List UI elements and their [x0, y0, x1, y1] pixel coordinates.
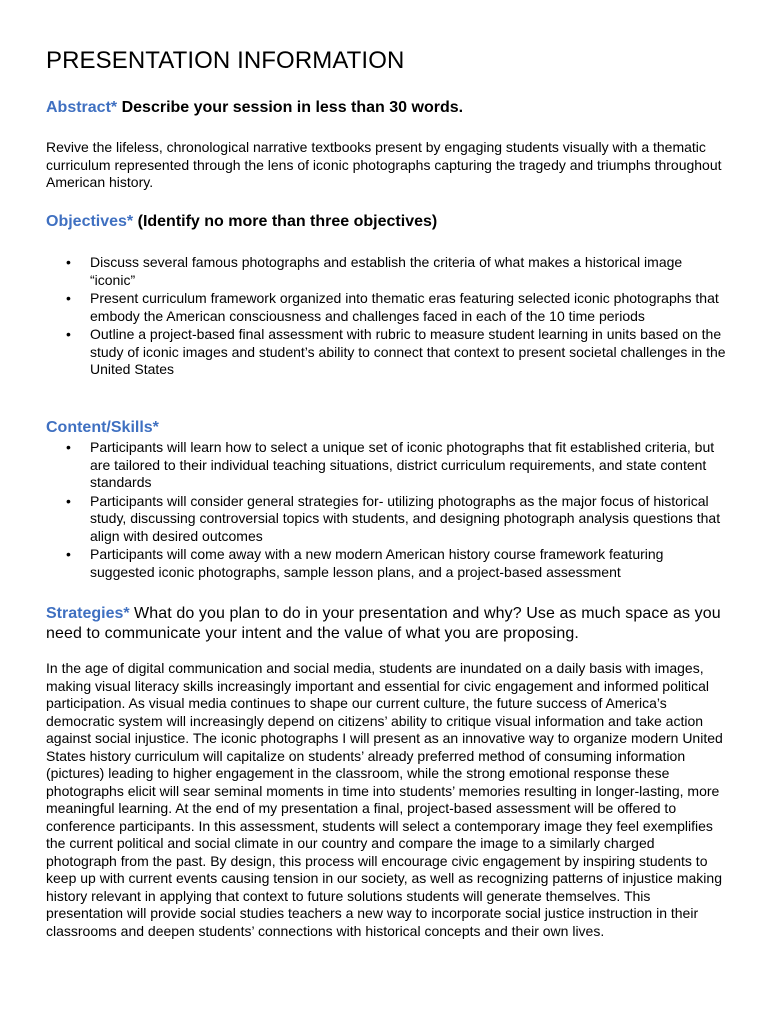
content-skills-heading: [46, 418, 159, 438]
strategies-text: In the age of digital communication and social media, students are inundated on a daily basis with images, making visual literacy skills increasingly important and essential for civic engagement and informed political participation. As visual media continues to shape our current culture, the future success of America’s democratic system will increasingly depend on citizens’ ability to critique visual information and take action against social injustice. The iconic photographs I will present as an innovative way to organize modern United States history curriculum will capitalize on students’ already preferred method of consuming information (pictures) leading to higher engagement in the classroom, while the strong emotional response these photographs elicit will sear seminal moments in time into students’ memories resulting in longer-lasting, more meaningful learning. At the end of my presentation a final, project-based assessment will be offered to conference participants. In this assessment, students will select a contemporary image they feel exemplifies the current political and social climate in our country and compare the image to a similarly charged photograph from the past. By design, this process will encourage civic engagement by inspiring students to keep up with current events causing tension in our society, as well as recognizing patterns of injustice making history relevant in applying that context to future solutions students will generate themselves. This presentation will provide social studies teachers a new way to incorporate social justice instruction in their classrooms and deepen students’ connections with historical concepts and their own lives.: [46, 660, 723, 939]
list-item: • Discuss several famous photographs and establish the criteria of what makes a historical image “iconic”: [46, 254, 726, 289]
content-skills-label: Content/Skills*: [46, 419, 159, 436]
strategies-heading: [46, 604, 736, 644]
abstract-label: Abstract*: [46, 99, 118, 116]
objectives-heading: [46, 212, 437, 232]
list-item: • Participants will consider general strategies for- utilizing photographs as the major focus of historical study, discussing controversial topics with students, and designing photograph analysis questions that align with desired outcomes: [46, 493, 726, 546]
content-skills-list: [46, 439, 726, 582]
list-item: • Present curriculum framework organized into thematic eras featuring selected iconic photographs that embody the American consciousness and challenges faced in each of the 10 time periods: [46, 290, 726, 325]
strategies-instruction: What do you plan to do in your presentation and why? Use as much space as you need to communicate your intent and the value of what you are proposing.: [46, 605, 721, 642]
abstract-instruction: Describe your session in less than 30 words.: [121, 99, 464, 116]
abstract-text: Revive the lifeless, chronological narrative textbooks present by engaging students visually with a thematic curriculum represented through the lens of iconic photographs capturing the tragedy and triumphs throughout American history.: [46, 139, 722, 190]
objectives-list: [46, 254, 726, 380]
abstract-heading: [46, 98, 463, 118]
list-item: • Participants will come away with a new modern American history course framework featuring suggested iconic photographs, sample lesson plans, and a project-based assessment: [46, 546, 726, 581]
list-item: • Outline a project-based final assessment with rubric to measure student learning in units based on the study of iconic images and student’s ability to connect that context to present societal challenges in the United States: [46, 326, 726, 379]
list-item: • Participants will learn how to select a unique set of iconic photographs that fit established criteria, but are tailored to their individual teaching situations, district curriculum requirements, and state content standards: [46, 439, 726, 492]
page-title: PRESENTATION INFORMATION: [46, 47, 405, 74]
strategies-label: Strategies*: [46, 605, 130, 622]
objectives-label: Objectives*: [46, 213, 134, 230]
objectives-instruction: (Identify no more than three objectives): [137, 213, 438, 230]
